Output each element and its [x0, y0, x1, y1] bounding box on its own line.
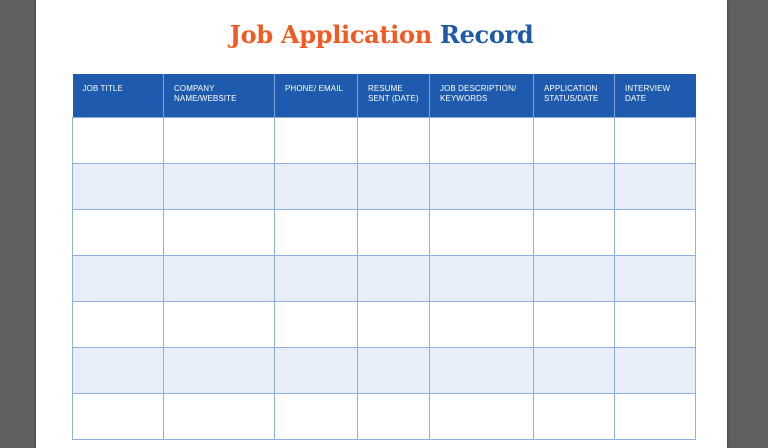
- table-cell: [534, 256, 615, 302]
- table-cell: [615, 348, 696, 394]
- table-row: [73, 256, 696, 302]
- table-cell: [164, 118, 275, 164]
- table-cell: [615, 394, 696, 440]
- table-cell: [73, 348, 164, 394]
- table-cell: [430, 164, 534, 210]
- table-cell: [358, 348, 430, 394]
- table-cell: [275, 164, 358, 210]
- column-header-job-title: JOB TITLE: [73, 74, 164, 118]
- table-cell: [164, 394, 275, 440]
- table-cell: [615, 256, 696, 302]
- table-cell: [275, 118, 358, 164]
- viewer-background-left: [0, 0, 36, 448]
- table-cell: [73, 256, 164, 302]
- table-cell: [73, 164, 164, 210]
- job-application-table: [72, 74, 696, 440]
- table-header-row: [73, 74, 696, 118]
- table-cell: [275, 210, 358, 256]
- table-cell: [615, 164, 696, 210]
- table-cell: [534, 394, 615, 440]
- table-cell: [164, 302, 275, 348]
- table-cell: [164, 210, 275, 256]
- table-cell: [73, 302, 164, 348]
- table-cell: [358, 118, 430, 164]
- document-page: [36, 0, 727, 448]
- column-header-interview-date: INTERVIEW DATE: [615, 74, 696, 118]
- table-cell: [358, 164, 430, 210]
- table-cell: [430, 348, 534, 394]
- table-cell: [358, 210, 430, 256]
- table-cell: [534, 348, 615, 394]
- table-cell: [275, 256, 358, 302]
- table-row: [73, 118, 696, 164]
- table-cell: [430, 210, 534, 256]
- table-row: [73, 210, 696, 256]
- table-cell: [430, 394, 534, 440]
- table-cell: [615, 210, 696, 256]
- document-title: [36, 20, 727, 49]
- table-cell: [73, 118, 164, 164]
- table-cell: [275, 348, 358, 394]
- title-part-job-application: Job Application: [229, 20, 432, 49]
- table-row: [73, 394, 696, 440]
- table-cell: [164, 256, 275, 302]
- table-cell: [430, 302, 534, 348]
- table-row: [73, 164, 696, 210]
- table-row: [73, 348, 696, 394]
- table-cell: [164, 164, 275, 210]
- column-header-company: COMPANY NAME/WEBSITE: [164, 74, 275, 118]
- column-header-phone-email: PHONE/ EMAIL: [275, 74, 358, 118]
- table-cell: [358, 302, 430, 348]
- table-cell: [73, 210, 164, 256]
- table-cell: [534, 164, 615, 210]
- table-row: [73, 302, 696, 348]
- table-cell: [275, 394, 358, 440]
- viewer-background-right: [727, 0, 768, 448]
- column-header-application-status: APPLICATION STATUS/DATE: [534, 74, 615, 118]
- table-cell: [615, 302, 696, 348]
- table-cell: [430, 256, 534, 302]
- table-cell: [534, 210, 615, 256]
- column-header-resume-sent: RESUME SENT (DATE): [358, 74, 430, 118]
- table-cell: [534, 118, 615, 164]
- table-cell: [534, 302, 615, 348]
- table-cell: [430, 118, 534, 164]
- table-cell: [73, 394, 164, 440]
- table-cell: [615, 118, 696, 164]
- table-cell: [275, 302, 358, 348]
- table-cell: [164, 348, 275, 394]
- column-header-job-description: JOB DESCRIPTION/ KEYWORDS: [430, 74, 534, 118]
- title-part-record: Record: [439, 20, 534, 49]
- table-cell: [358, 394, 430, 440]
- table-cell: [358, 256, 430, 302]
